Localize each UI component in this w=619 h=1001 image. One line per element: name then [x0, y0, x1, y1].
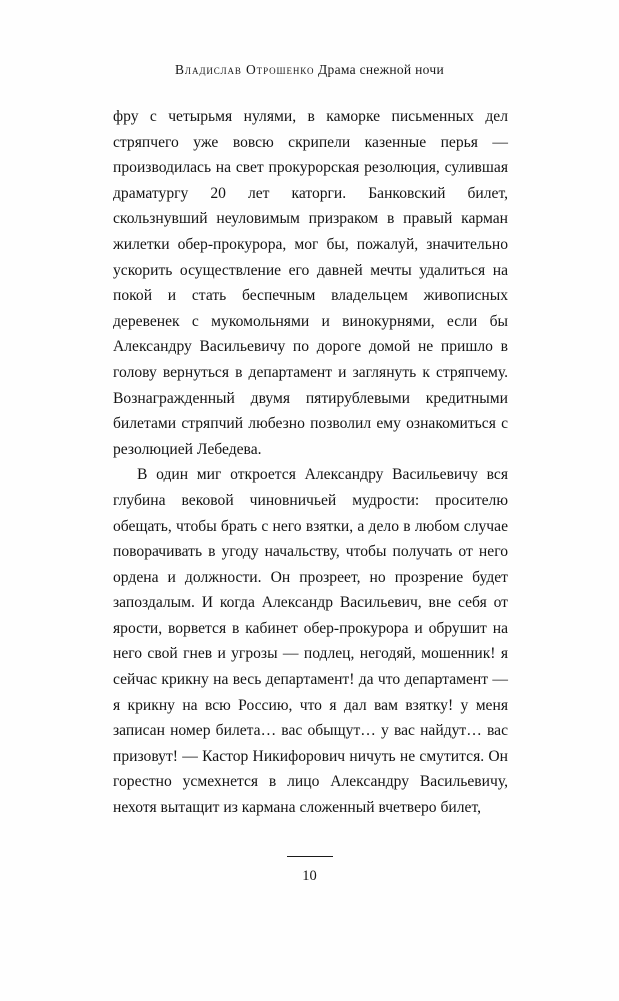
page-number: 10 — [302, 868, 317, 884]
paragraph-1: фру с четырьмя нулями, в каморке письменных дел стряпчего уже вовсю скрипели казенные перья — производилась на свет прокурорская резолюция, сулившая драматургу 20 лет каторги. Банковский билет, скользнувший неуловимым призраком в правый карман жилетки обер-прокурора, мог бы, пожалуй, значительно ускорить осуществление его давней мечты удалиться на покой и стать беспечным владельцем живописных деревенек с мукомольнями и винокурнями, если бы Александру Васильевичу по дороге домой не пришло в голову вернуться в департамент и заглянуть к стряпчему. Вознагражденный двумя пятирублевыми кредитными билетами стряпчий любезно позволил ему ознакомиться с резолюцией Лебедева. — [113, 108, 508, 458]
page-body — [113, 104, 508, 821]
running-head-author: Владислав Отрошенко — [175, 62, 315, 77]
running-head — [0, 62, 619, 78]
paragraph-2: В один миг откроется Александру Васильевичу вся глубина вековой чиновничьей мудрости: просителю обещать, чтобы брать с него взятки, а дело в любом случае поворачивать в угоду начальству, чтобы получать от него ордена и должности. Он прозреет, но прозрение будет запоздалым. И когда Александр Васильевич, вне себя от ярости, ворвется в кабинет обер-прокурора и обрушит на него свой гнев и угрозы — подлец, негодяй, мошенник! я сейчас крикну на весь департамент! да что департамент — я крикну на всю Россию, что я дал вам взятку! у меня записан номер билета… вас обыщут… у вас найдут… вас призовут! — Кастор Никифорович ничуть не смутится. Он горестно усмехнется в лицо Александру Васильевичу, нехотя вытащит из кармана сложенный вчетверо билет, — [113, 466, 508, 817]
footer-divider — [287, 856, 333, 857]
running-head-title: Драма снежной ночи — [318, 62, 444, 77]
